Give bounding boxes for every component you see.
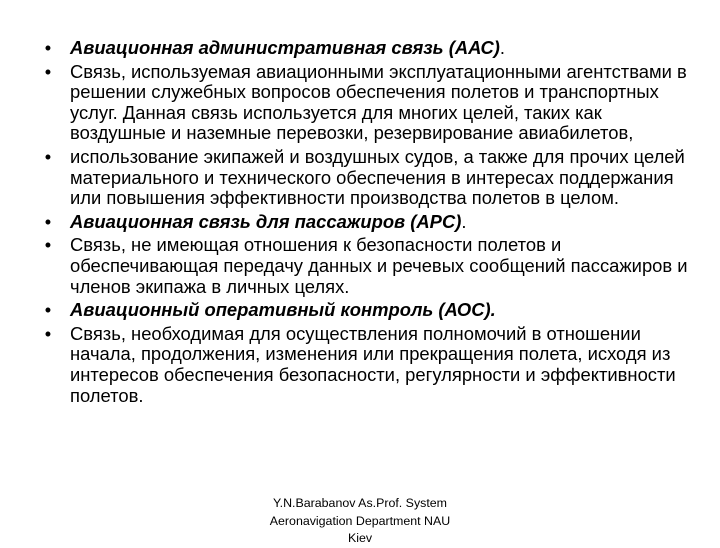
bullet-icon: • bbox=[44, 210, 52, 232]
bullet-text: Авиационная связь для пассажиров (APC) bbox=[70, 210, 462, 232]
bullet-icon: • bbox=[44, 145, 52, 167]
bullet-item-apc-description bbox=[38, 235, 688, 297]
bullet-list bbox=[38, 38, 688, 409]
bullet-icon: • bbox=[44, 60, 52, 82]
bullet-item-aac-heading bbox=[38, 38, 688, 59]
bullet-text: Связь, не имеющая отношения к безопасности полетов и обеспечивающая передачу данных и речевых сообщений пассажиров и членов экипажа в личных целях. bbox=[70, 234, 688, 297]
bullet-item-aoc-description bbox=[38, 324, 688, 406]
bullet-item-aac-description bbox=[38, 62, 688, 144]
bullet-item-aac-usage bbox=[38, 147, 688, 209]
bullet-item-aoc-heading bbox=[38, 300, 688, 321]
bullet-item-apc-heading bbox=[38, 212, 688, 233]
bullet-text: Авиационный оперативный контроль (АОС). bbox=[70, 299, 496, 321]
bullet-text: Авиационная административная связь (ААС) bbox=[70, 37, 500, 58]
bullet-trail: . bbox=[461, 210, 467, 232]
bullet-icon: • bbox=[44, 299, 52, 321]
footer-department: Aeronavigation Department NAU bbox=[269, 513, 451, 528]
footer-city: Kiev bbox=[347, 531, 373, 545]
bullet-text: использование экипажей и воздушных судов, а также для прочих целей материального и технического обеспечения в интересах поддержания или повышения эффективности производства полетов в целом. bbox=[70, 145, 685, 209]
footer-author: Y.N.Barabanov As.Prof. System bbox=[272, 496, 447, 510]
bullet-text: Связь, используемая авиационными эксплуатационными агентствами в решении служебных вопросов обеспечения полетов и транспортных услуг. Данная связь используется для многих целей, таких как воздушные и наземные перевозки, резервирование авиабилетов, bbox=[70, 60, 687, 144]
bullet-text: Связь, необходимая для осуществления полномочий в отношении начала, продолжения, изменения или прекращения полета, исходя из интересов обеспечения безопасности, регулярности и эффективности полетов. bbox=[70, 322, 676, 406]
bullet-icon: • bbox=[44, 234, 52, 256]
bullet-icon: • bbox=[44, 37, 52, 58]
bullet-icon: • bbox=[44, 322, 52, 344]
bullet-trail: . bbox=[499, 37, 506, 58]
